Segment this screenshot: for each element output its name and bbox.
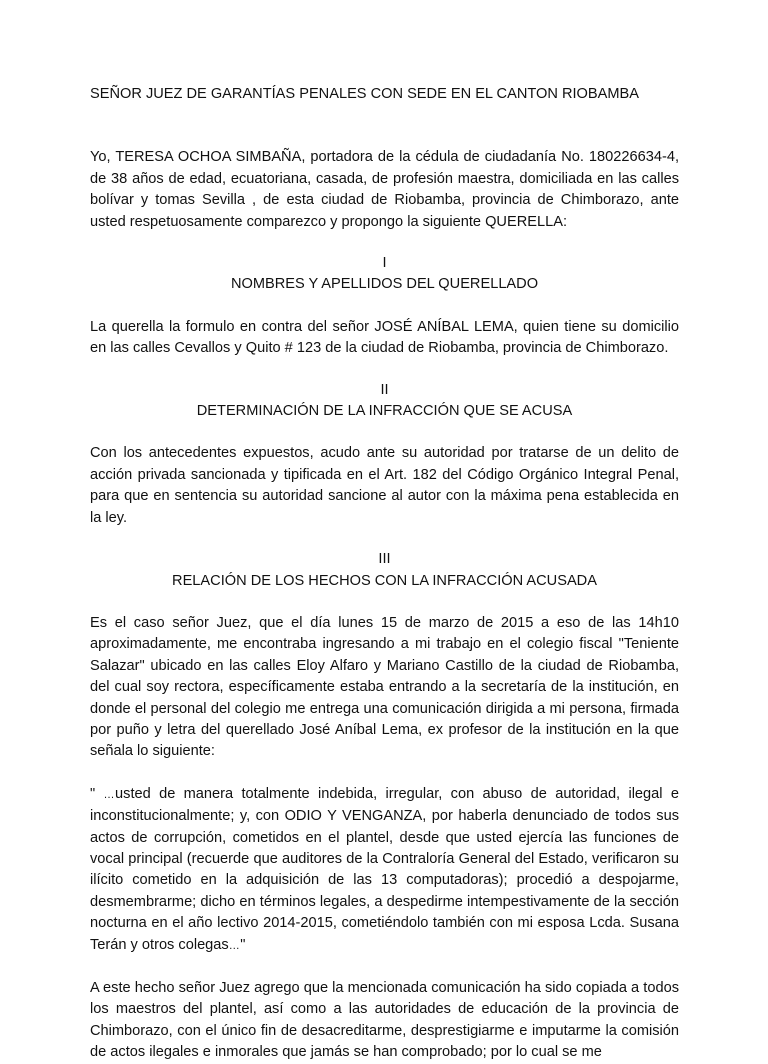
section-2-numeral: II xyxy=(380,381,389,398)
quoted-communication xyxy=(90,784,679,957)
section-1-body: La querella la formulo en contra del señor JOSÉ ANÍBAL LEMA, quien tiene su domicilio en las calles Cevallos y Quito # 123 de la ciudad de Riobamba, provincia de Chimborazo. xyxy=(90,318,679,357)
document-page xyxy=(90,84,679,1064)
document-title: SEÑOR JUEZ DE GARANTÍAS PENALES CON SEDE EN EL CANTON RIOBAMBA xyxy=(90,86,640,102)
section-3-body: Es el caso señor Juez, que el día lunes 15 de marzo de 2015 a eso de las 14h10 aproximadamente, me encontraba ingresando a mi trabajo en el colegio fiscal "Teniente Salazar" ubicado en las calles Eloy Alfaro y Mariano Castillo de la ciudad de Riobamba, del cual soy rectora, específicamente estaba entrando a la secretaría de la institución, en donde el personal del colegio me entrega una comunicación dirigida a mi persona, firmada por puño y letra del querellado José Aníbal Lema, ex profesor de la institución en la que señala lo siguiente: xyxy=(90,614,679,760)
quote-ellipsis-start: … xyxy=(103,788,116,801)
closing-paragraph: A este hecho señor Juez agrego que la mencionada comunicación ha sido copiada a todos los maestros del plantel, así como a las autoridades de educación de la provincia de Chimborazo, con el único fin de desacreditarme, desprestigiarme e imputarme la comisión de actos ilegales e inmorales que jamás se han comprobado; por lo cual se me xyxy=(90,980,679,1061)
section-2-heading: DETERMINACIÓN DE LA INFRACCIÓN QUE SE ACUSA xyxy=(196,403,573,420)
quote-open-mark: " xyxy=(90,785,96,802)
section-1-heading: NOMBRES Y APELLIDOS DEL QUERELLADO xyxy=(230,276,539,293)
quote-close-mark: " xyxy=(240,936,246,953)
quote-ellipsis-end: … xyxy=(228,939,241,952)
quote-text: usted de manera totalmente indebida, irregular, con abuso de autoridad, ilegal e inconstitucionalmente; y, con ODIO Y VENGANZA, por haberla denunciado de todos sus actos de corrupción, cometidos en el plantel, desde que usted ejercía las funciones de vocal principal (recuerde que auditores de la Contraloría General del Estado, verificaron su ilícito cometido en la adquisición de las 13 computadoras); procedió a despojarme, desmembrarme; dicho en términos legales, a despedirme intempestivamente de la sección nocturna en el año lectivo 2014-2015, cometiéndolo también con mi esposa Lcda. Susana Terán y otros colegas xyxy=(90,785,679,953)
section-3-numeral: III xyxy=(378,551,391,568)
section-2-body: Con los antecedentes expuestos, acudo ante su autoridad por tratarse de un delito de acción privada sancionada y tipificada en el Art. 182 del Código Orgánico Integral Penal, para que en sentencia su autoridad sancione al autor con la máxima pena establecida en la ley. xyxy=(90,445,679,526)
section-3-heading: RELACIÓN DE LOS HECHOS CON LA INFRACCIÓN ACUSADA xyxy=(172,572,597,589)
section-1-numeral: I xyxy=(382,255,387,272)
intro-paragraph: Yo, TERESA OCHOA SIMBAÑA, portadora de la cédula de ciudadanía No. 180226634-4, de 38 años de edad, ecuatoriana, casada, de profesión maestra, domiciliada en las calles bolívar y tomas Sevilla , de esta ciudad de Riobamba, provincia de Chimborazo, ante usted respetuosamente comparezco y propongo la siguiente QUERELLA: xyxy=(90,149,679,230)
